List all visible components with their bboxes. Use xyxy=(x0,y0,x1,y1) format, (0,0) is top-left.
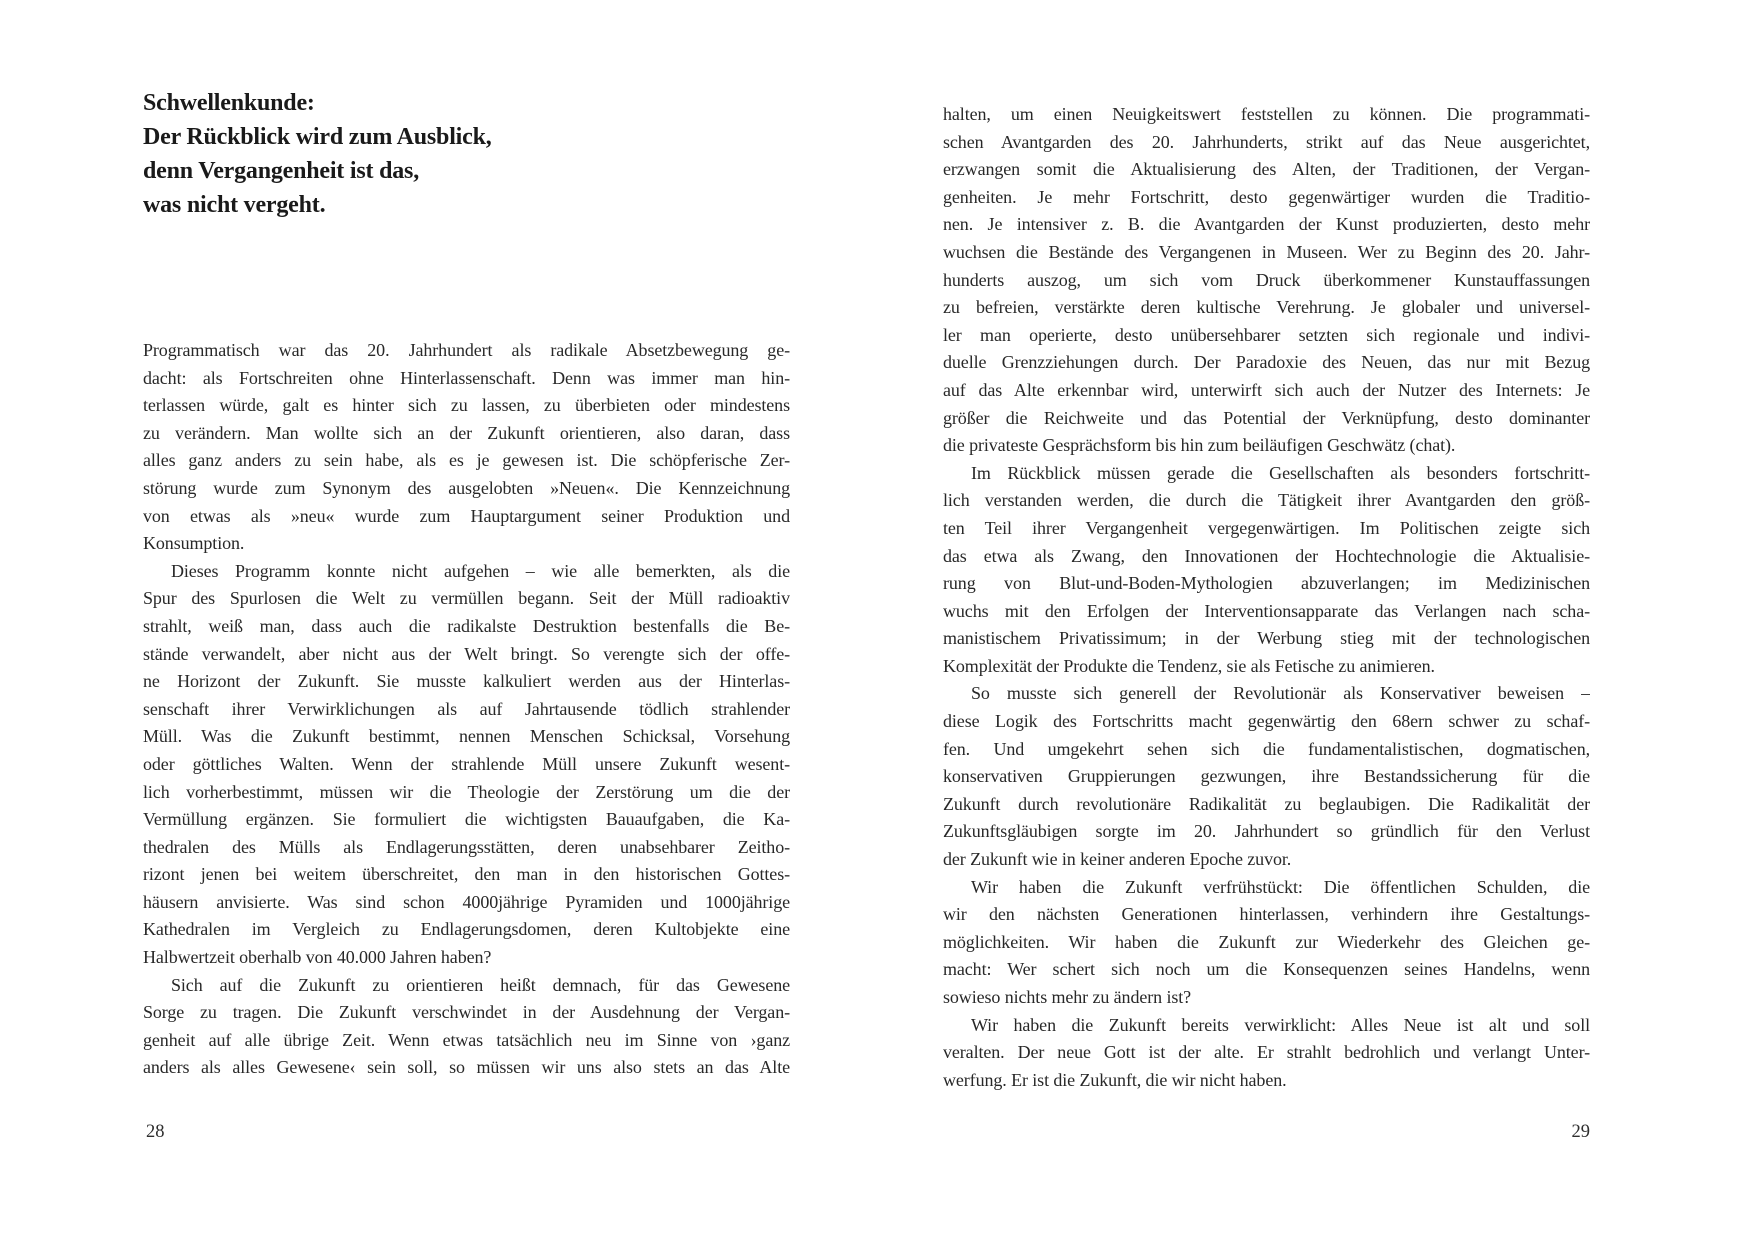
text-line: schen Avantgarden des 20. Jahrhunderts, strikt auf das Neue ausgerichtet, xyxy=(943,131,1590,152)
text-line: thedralen des Mülls als Endlagerungsstätten, deren unabsehbarer Zeitho- xyxy=(143,836,790,857)
text-line: ne Horizont der Zukunft. Sie musste kalkuliert werden aus der Hinterlas- xyxy=(143,671,790,692)
heading-line: Der Rückblick wird zum Ausblick, xyxy=(143,124,492,150)
paragraph xyxy=(943,874,1590,1012)
text-line: der Zukunft wie in keiner anderen Epoche zuvor. xyxy=(943,849,1292,870)
text-line: werfung. Er ist die Zukunft, die wir nicht haben. xyxy=(943,1069,1287,1090)
paragraph xyxy=(143,972,790,1082)
text-line: dacht: als Fortschreiten ohne Hinterlassenschaft. Denn was immer man hin- xyxy=(143,367,790,388)
text-line: manistischem Privatissimum; in der Werbung stieg mit der technologischen xyxy=(943,628,1590,649)
paragraph xyxy=(943,680,1590,873)
text-line: Kathedralen im Vergleich zu Endlagerungsdomen, deren Kultobjekte eine xyxy=(143,919,790,940)
paragraph xyxy=(943,460,1590,681)
text-line: ten Teil ihrer Vergangenheit vergegenwärtigen. Im Politischen zeigte sich xyxy=(943,517,1590,538)
right-page-body-text xyxy=(943,101,1590,1094)
text-line: So musste sich generell der Revolutionär als Konservativer beweisen – xyxy=(971,683,1590,704)
paragraph xyxy=(943,101,1590,460)
text-line: macht: Wer schert sich noch um die Konsequenzen seines Handelns, wenn xyxy=(943,959,1590,980)
text-line: Müll. Was die Zukunft bestimmt, nennen Menschen Schicksal, Vorsehung xyxy=(143,726,790,747)
text-line: sowieso nichts mehr zu ändern ist? xyxy=(943,987,1192,1007)
text-line: strahlt, weiß man, dass auch die radikalste Destruktion bestenfalls die Be- xyxy=(143,615,790,636)
text-line: rung von Blut-und-Boden-Mythologien abzuverlangen; im Medizinischen xyxy=(943,573,1590,594)
text-line: veralten. Der neue Gott ist der alte. Er strahlt bedrohlich und verlangt Unter- xyxy=(943,1042,1590,1063)
text-line: lich vorherbestimmt, müssen wir die Theologie der Zerstörung um die der xyxy=(143,781,790,802)
text-line: halten, um einen Neuigkeitswert feststellen zu können. Die programmati- xyxy=(943,104,1590,124)
text-line: das etwa als Zwang, den Innovationen der Hochtechnologie die Aktualisie- xyxy=(943,545,1590,566)
text-line: Halbwertzeit oberhalb von 40.000 Jahren haben? xyxy=(143,947,492,968)
text-line: oder göttliches Walten. Wenn der strahlende Müll unsere Zukunft wesent- xyxy=(143,753,790,774)
text-line: Dieses Programm konnte nicht aufgehen – wie alle bemerkten, als die xyxy=(171,560,790,581)
page-number-left: 28 xyxy=(146,1122,165,1142)
text-line: wuchsen die Bestände des Vergangenen in Museen. Wer zu Beginn des 20. Jahr- xyxy=(943,241,1590,262)
text-line: diese Logik des Fortschritts macht gegenwärtig den 68ern schwer zu schaf- xyxy=(943,711,1590,732)
page-number-right: 29 xyxy=(1571,1122,1590,1142)
text-line: störung wurde zum Synonym des ausgelobten »Neuen«. Die Kennzeichnung xyxy=(143,477,790,498)
heading-line: Schwellenkunde: xyxy=(143,90,315,116)
text-line: Im Rückblick müssen gerade die Gesellschaften als besonders fortschritt- xyxy=(971,462,1590,483)
text-line: hunderts auszog, um sich vom Druck überkommener Kunstauffassungen xyxy=(943,269,1590,290)
text-line: erzwangen somit die Aktualisierung des Alten, der Traditionen, der Vergan- xyxy=(943,159,1590,180)
text-line: auf das Alte erkennbar wird, unterwirft sich auch der Nutzer des Internets: Je xyxy=(943,379,1590,400)
text-line: häusern anvisierte. Was sind schon 4000jährige Pyramiden und 1000jährige xyxy=(143,891,790,912)
text-line: fen. Und umgekehrt sehen sich die fundamentalistischen, dogmatischen, xyxy=(943,738,1590,759)
text-line: Sorge zu tragen. Die Zukunft verschwindet in der Ausdehnung der Vergan- xyxy=(143,1002,790,1023)
text-line: konservativen Gruppierungen gezwungen, ihre Bestandssicherung für die xyxy=(943,766,1590,787)
text-line: duelle Grenzziehungen durch. Der Paradoxie des Neuen, das nur mit Bezug xyxy=(943,352,1590,373)
text-line: alles ganz anders zu sein habe, als es je gewesen ist. Die schöpferische Zer- xyxy=(143,450,790,471)
text-line: von etwas als »neu« wurde zum Hauptargument seiner Produktion und xyxy=(143,505,790,526)
text-line: Wir haben die Zukunft bereits verwirklicht: Alles Neue ist alt und soll xyxy=(971,1014,1590,1035)
heading-line: was nicht vergeht. xyxy=(143,192,326,218)
paragraph xyxy=(943,1012,1590,1095)
text-line: zu befreien, verstärkte deren kultische Verehrung. Je globaler und universel- xyxy=(943,297,1590,318)
heading-line: denn Vergangenheit ist das, xyxy=(143,158,419,184)
text-line: terlassen würde, galt es hinter sich zu lassen, zu überbieten oder mindestens xyxy=(143,395,790,416)
text-line: ler man operierte, desto unübersehbarer setzten sich regionale und indivi- xyxy=(943,324,1590,345)
text-line: Zukunftsgläubigen sorgte im 20. Jahrhundert so gründlich für den Verlust xyxy=(943,821,1590,842)
text-line: genheit auf alle übrige Zeit. Wenn etwas tatsächlich neu im Sinne von ›ganz xyxy=(143,1029,790,1050)
chapter-heading xyxy=(143,86,790,222)
text-line: Zukunft durch revolutionäre Radikalität zu beglaubigen. Die Radikalität der xyxy=(943,793,1590,814)
paragraph xyxy=(143,337,790,558)
text-line: Vermüllung ergänzen. Sie formuliert die wichtigsten Bauaufgaben, die Ka- xyxy=(143,809,790,830)
text-line: rizont jenen bei weitem überschreitet, den man in den historischen Gottes- xyxy=(143,864,790,885)
text-line: nen. Je intensiver z. B. die Avantgarden der Kunst produzierten, desto mehr xyxy=(943,214,1590,235)
text-line: möglichkeiten. Wir haben die Zukunft zur Wiederkehr des Gleichen ge- xyxy=(943,931,1590,952)
text-line: Sich auf die Zukunft zu orientieren heißt demnach, für das Gewesene xyxy=(171,974,790,995)
text-line: genheiten. Je mehr Fortschritt, desto gegenwärtiger wurden die Traditio- xyxy=(943,186,1590,207)
text-line: Programmatisch war das 20. Jahrhundert als radikale Absetzbewegung ge- xyxy=(143,340,790,360)
left-page-body-text xyxy=(143,337,790,1082)
text-line: Spur des Spurlosen die Welt zu vermüllen begann. Seit der Müll radioaktiv xyxy=(143,588,790,609)
text-line: anders als alles Gewesene‹ sein soll, so müssen wir uns also stets an das Alte xyxy=(143,1057,790,1078)
text-line: Wir haben die Zukunft verfrühstückt: Die öffentlichen Schulden, die xyxy=(971,876,1590,897)
text-line: Komplexität der Produkte die Tendenz, sie als Fetische zu animieren. xyxy=(943,655,1435,676)
text-line: stände verwandelt, aber nicht aus der Welt bringt. So verengte sich der offe- xyxy=(143,643,790,664)
paragraph xyxy=(143,558,790,972)
text-line: die privateste Gesprächsform bis hin zum beiläufigen Geschwätz (chat). xyxy=(943,435,1456,456)
text-line: wir den nächsten Generationen hinterlassen, verhindern ihre Gestaltungs- xyxy=(943,904,1590,925)
text-line: Konsumption. xyxy=(143,533,245,554)
text-line: zu verändern. Man wollte sich an der Zukunft orientieren, also daran, dass xyxy=(143,422,790,443)
text-line: senschaft ihrer Verwirklichungen als auf Jahrtausende tödlich strahlender xyxy=(143,698,790,719)
text-line: wuchs mit den Erfolgen der Interventionsapparate das Verlangen nach scha- xyxy=(943,600,1590,621)
text-line: größer die Reichweite und das Potential der Verknüpfung, desto dominanter xyxy=(943,407,1590,428)
text-line: lich verstanden werden, die durch die Tätigkeit ihrer Avantgarden den größ- xyxy=(943,490,1590,511)
